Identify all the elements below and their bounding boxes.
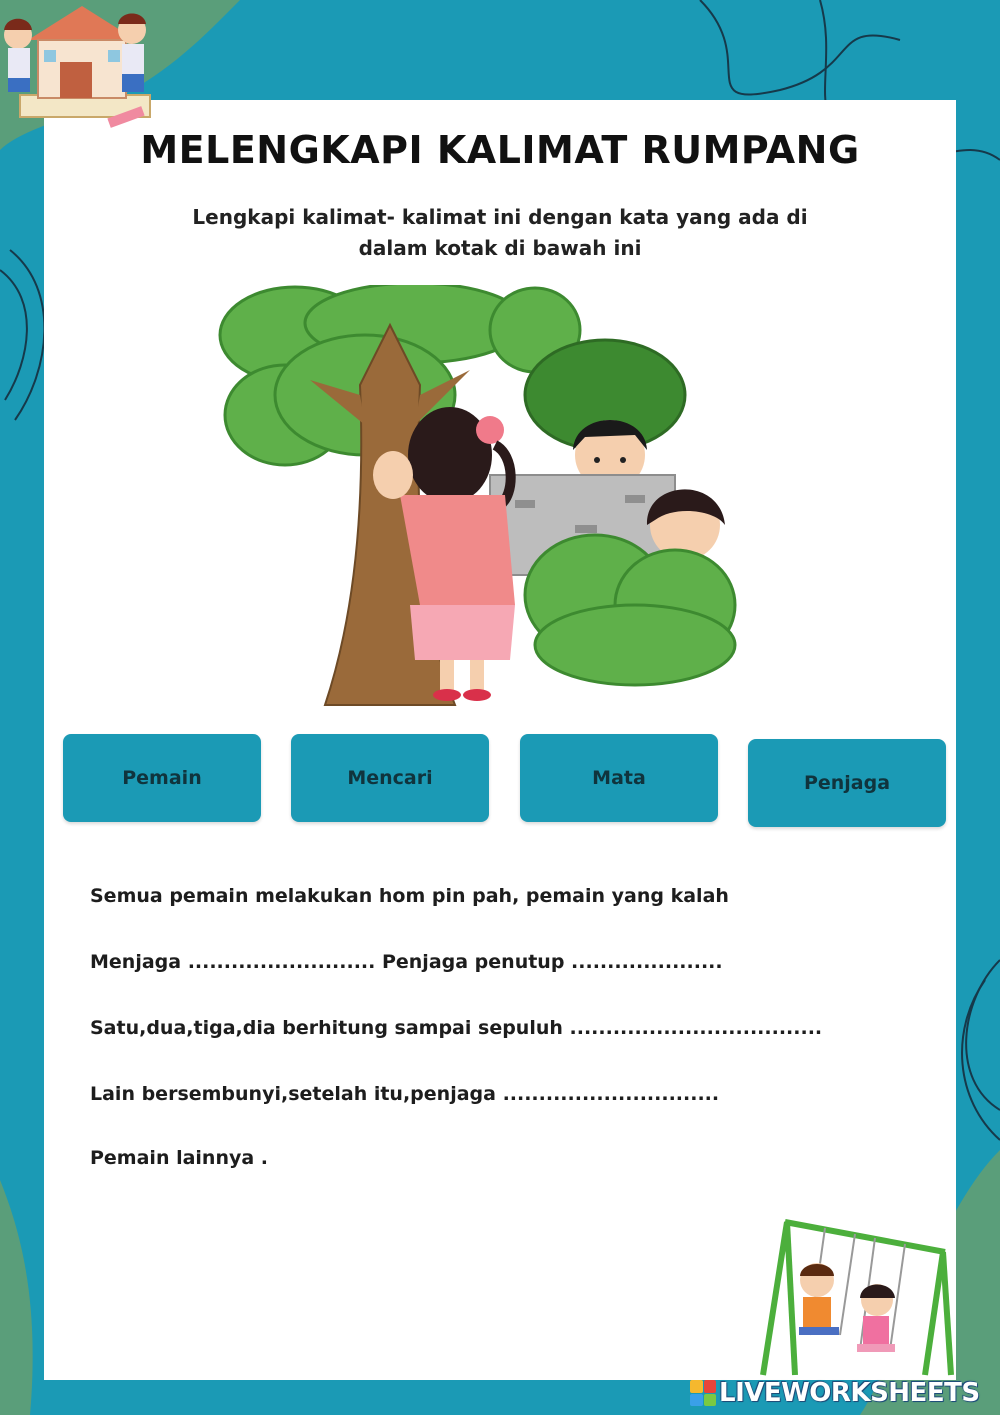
- instruction-line-1: Lengkapi kalimat- kalimat ini dengan kata yang ada di: [192, 205, 808, 229]
- liveworksheets-brand: LIVEWORKSHEETS: [719, 1378, 980, 1408]
- sentence-1: Semua pemain melakukan hom pin pah, pemain yang kalah: [90, 885, 729, 907]
- word-penjaga-button[interactable]: Penjaga: [748, 739, 946, 827]
- liveworksheets-footer: [690, 1378, 980, 1408]
- word-pemain-button[interactable]: Pemain: [63, 734, 261, 822]
- word-mata-button[interactable]: Mata: [520, 734, 718, 822]
- instruction-line-2: dalam kotak di bawah ini: [358, 236, 642, 260]
- sentence-5: Pemain lainnya .: [90, 1147, 269, 1169]
- page-title: MELENGKAPI KALIMAT RUMPANG: [140, 128, 860, 172]
- sentence-3: Satu,dua,tiga,dia berhitung sampai sepuluh ...................................: [90, 1017, 823, 1039]
- sentence-4: Lain bersembunyi,setelah itu,penjaga ..............................: [90, 1083, 720, 1105]
- word-mencari-button[interactable]: Mencari: [291, 734, 489, 822]
- instruction-text: [150, 202, 850, 264]
- school-children-illustration: [0, 0, 165, 135]
- sentence-2: Menjaga .......................... Penjaga penutup .....................: [90, 951, 723, 973]
- hide-and-seek-illustration: [215, 285, 755, 715]
- swing-children-illustration: [755, 1210, 955, 1380]
- liveworksheets-logo-icon: [690, 1380, 716, 1406]
